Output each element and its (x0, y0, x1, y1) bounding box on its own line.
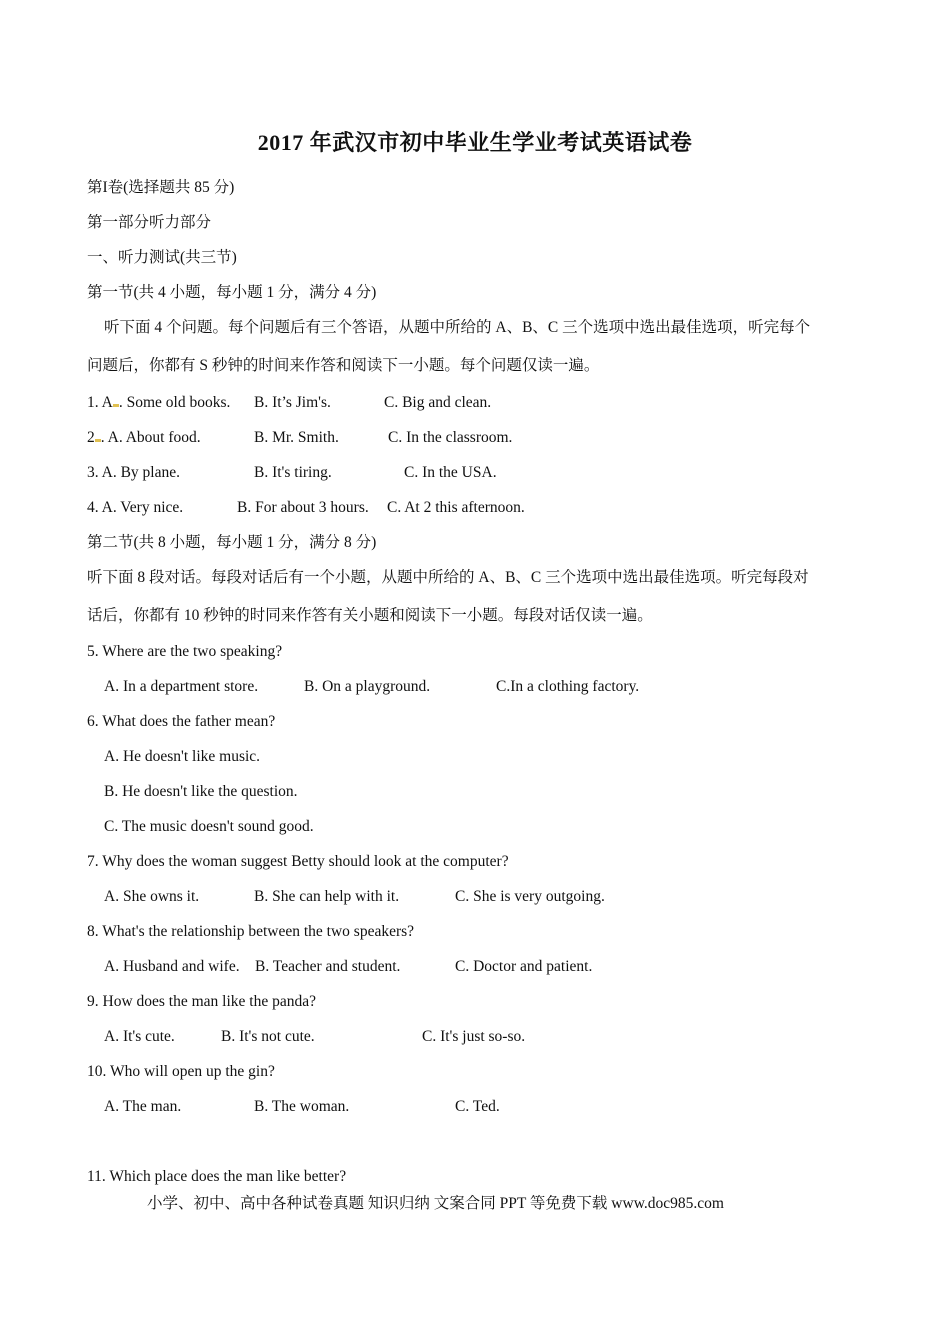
paper-heading: 第I卷(选择题共 85 分) (87, 179, 235, 196)
question-2-number: 2 (87, 429, 95, 446)
question-6-option-b: B. He doesn't like the question. (104, 783, 298, 800)
section2-instructions-line1: 听下面 8 段对话。每段对话后有一个小题，从题中所给的 A、B、C 三个选项中选出最佳选项。听完每段对 (87, 569, 809, 586)
question-5-option-a: A. In a department store. (104, 678, 259, 695)
footer-promo: 小学、初中、高中各种试卷真题 知识归纳 文案合同 PPT 等免费下载 www.doc985.com (147, 1195, 724, 1212)
section1-heading: 第一节(共 4 小题，每小题 1 分，满分 4 分) (87, 284, 377, 301)
question-8-option-b: B. Teacher and student. (255, 958, 401, 975)
section2-instructions-line2: 话后，你都有 10 秒钟的时同来作答有关小题和阅读下一小题。每段对话仅读一遍。 (87, 607, 653, 624)
question-4-option-a: 4. A. Very nice. (87, 499, 184, 516)
question-1-option-a: . Some old books. (118, 394, 231, 411)
exam-title: 2017 年武汉市初中毕业生学业考试英语试卷 (257, 130, 693, 155)
question-1-number: 1. A (87, 394, 113, 411)
question-9-option-b: B. It's not cute. (221, 1028, 315, 1045)
question-3-option-c: C. In the USA. (404, 464, 497, 481)
question-3-option-b: B. It's tiring. (254, 464, 332, 481)
question-3-option-a: 3. A. By plane. (87, 464, 180, 481)
question-8: 8. What's the relationship between the two speakers? (87, 923, 415, 940)
question-2-option-a: . A. About food. (100, 429, 201, 446)
question-8-option-a: A. Husband and wife. (104, 958, 240, 975)
question-4-option-c: C. At 2 this afternoon. (387, 499, 525, 516)
question-8-option-c: C. Doctor and patient. (455, 958, 593, 975)
section1-instructions-line1: 听下面 4 个问题。每个问题后有三个答语，从题中所给的 A、B、C 三个选项中选出最佳选项，听完每个 (104, 319, 811, 336)
question-7-option-c: C. She is very outgoing. (455, 888, 605, 905)
part-heading: 第一部分听力部分 (87, 214, 212, 231)
question-9: 9. How does the man like the panda? (87, 993, 316, 1010)
question-7-option-b: B. She can help with it. (254, 888, 400, 905)
question-1-option-c: C. Big and clean. (384, 394, 492, 411)
question-1-option-b: B. It’s Jim's. (254, 394, 331, 411)
question-2-option-b: B. Mr. Smith. (254, 429, 339, 446)
section-heading: 一、听力测试(共三节) (87, 249, 237, 266)
question-10-option-c: C. Ted. (455, 1098, 500, 1115)
question-2-option-c: C. In the classroom. (388, 429, 513, 446)
question-4-option-b: B. For about 3 hours. (237, 499, 369, 516)
question-9-option-a: A. It's cute. (104, 1028, 175, 1045)
section1-instructions-line2: 问题后，你都有 S 秒钟的时间来作答和阅读下一小题。每个问题仅读一遍。 (87, 357, 600, 374)
question-7: 7. Why does the woman suggest Betty should look at the computer? (87, 853, 509, 870)
question-10-option-a: A. The man. (104, 1098, 182, 1115)
question-6-option-c: C. The music doesn't sound good. (104, 818, 314, 835)
question-5-option-b: B. On a playground. (304, 678, 431, 695)
question-6-option-a: A. He doesn't like music. (104, 748, 261, 765)
question-7-option-a: A. She owns it. (104, 888, 200, 905)
question-11: 11. Which place does the man like better? (87, 1168, 347, 1185)
question-6: 6. What does the father mean? (87, 713, 276, 730)
question-10-option-b: B. The woman. (254, 1098, 350, 1115)
question-5: 5. Where are the two speaking? (87, 643, 283, 660)
question-10: 10. Who will open up the gin? (87, 1063, 275, 1080)
question-5-option-c: C.In a clothing factory. (496, 678, 640, 695)
question-9-option-c: C. It's just so-so. (422, 1028, 526, 1045)
section2-heading: 第二节(共 8 小题，每小题 1 分，满分 8 分) (87, 534, 377, 551)
